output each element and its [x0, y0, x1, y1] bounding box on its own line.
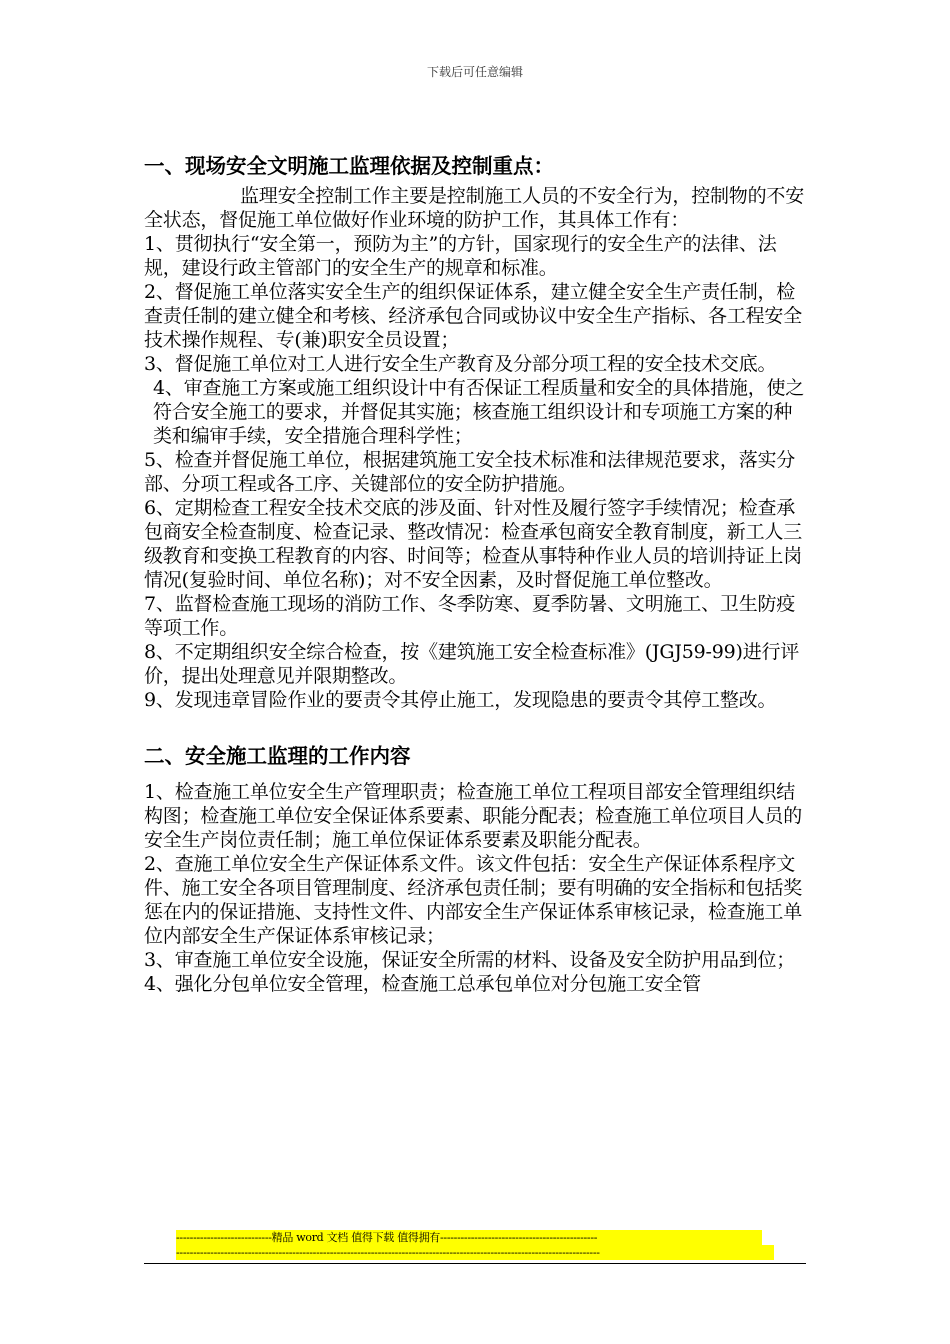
section-1-item-4: 4、审查施工方案或施工组织设计中有否保证工程质量和安全的具体措施，使之符合安全施工的要求，并督促其实施；核查施工组织设计和专项施工方案的种类和编审手续，安全措施合理科学性； — [153, 377, 805, 447]
section-2-item-2: 2、查施工单位安全生产保证体系文件。该文件包括：安全生产保证体系程序文件、施工安全各项目管理制度、经济承包责任制；要有明确的安全指标和包括奖惩在内的保证措施、支持性文件、内部安全生产保证体系审核记录，检查施工单位内部安全生产保证体系审核记录； — [144, 853, 803, 947]
section-2-item-1: 1、检查施工单位安全生产管理职责；检查施工单位工程项目部安全管理组织结构图；检查施工单位安全保证体系要素、职能分配表；检查施工单位项目人员的安全生产岗位责任制；施工单位保证体系要素及职能分配表。 — [144, 781, 803, 851]
section-1-item-9: 9、发现违章冒险作业的要责令其停止施工，发现隐患的要责令其停工整改。 — [144, 689, 777, 711]
section-1-item-3: 3、督促施工单位对工人进行安全生产教育及分部分项工程的安全技术交底。 — [144, 353, 777, 375]
section-1-item-5: 5、检查并督促施工单位，根据建筑施工安全技术标准和法律规范要求，落实分部、分项工程或各工序、关键部位的安全防护措施。 — [144, 449, 796, 495]
section-1-item-6: 6、定期检查工程安全技术交底的涉及面、针对性及履行签字手续情况；检查承包商安全检查制度、检查记录、整改情况：检查承包商安全教育制度，新工人三级教育和变换工程教育的内容、时间等；检查从事特种作业人员的培训持证上岗情况(复验时间、单位名称)；对不安全因素，及时督促施工单位整改。 — [144, 497, 803, 591]
footer-divider — [144, 1263, 806, 1264]
page-header: 下载后可任意编辑 — [426, 65, 523, 79]
section-1-item-8: 8、不定期组织安全综合检查，按《建筑施工安全检查标准》(JGJ59-99)进行评价，提出处理意见并限期整改。 — [144, 641, 800, 687]
section-1-item-2: 2、督促施工单位落实安全生产的组织保证体系，建立健全安全生产责任制，检查责任制的建立健全和考核、经济承包合同或协议中安全生产指标、各工程安全技术操作规程、专(兼)职安全员设置； — [144, 281, 803, 351]
document-body — [144, 152, 810, 996]
footer-notice-line-2: ---------------------------------------------------------------------------------------------------------------------------- — [176, 1245, 774, 1260]
footer-notice — [176, 1230, 774, 1260]
footer-notice-line-1: ----------------------------精品 word 文档 值得下载 值得拥有---------------------------------------------- — [176, 1230, 762, 1245]
section-1-item-1: 1、贯彻执行“安全第一，预防为主”的方针，国家现行的安全生产的法律、法规，建设行政主管部门的安全生产的规章和标准。 — [144, 233, 777, 279]
section-2-title: 二、安全施工监理的工作内容 — [144, 744, 411, 768]
section-1-item-7: 7、监督检查施工现场的消防工作、冬季防寒、夏季防暑、文明施工、卫生防疫等项工作。 — [144, 593, 796, 639]
section-2-item-3: 3、审查施工单位安全设施，保证安全所需的材料、设备及安全防护用品到位； — [144, 949, 796, 971]
section-1-title: 一、现场安全文明施工监理依据及控制重点： — [144, 154, 554, 178]
section-1-intro: 监理安全控制工作主要是控制施工人员的不安全行为，控制物的不安全状态，督促施工单位做好作业环境的防护工作，其具体工作有： — [144, 185, 805, 231]
section-2-item-4: 4、强化分包单位安全管理，检查施工总承包单位对分包施工安全管 — [144, 973, 702, 995]
